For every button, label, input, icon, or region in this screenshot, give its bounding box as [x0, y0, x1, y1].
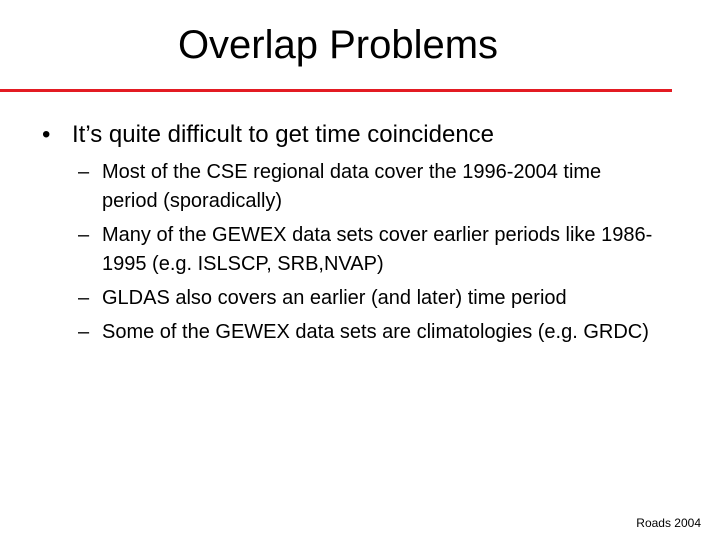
sub-bullet-text: GLDAS also covers an earlier (and later) time period — [102, 287, 567, 309]
sub-bullet-text: Most of the CSE regional data cover the 1996-2004 time period (sporadically) — [102, 161, 602, 212]
slide-title: Overlap Problems — [177, 23, 499, 67]
bullet-text: It’s quite difficult to get time coincidence — [72, 121, 495, 148]
sub-bullet-item — [78, 158, 668, 216]
footer-credit: Roads 2004 — [636, 516, 701, 530]
title-divider — [0, 89, 672, 92]
bullet-marker: • — [42, 121, 51, 148]
bullet-item — [42, 120, 494, 150]
sub-bullet-marker: – — [78, 161, 90, 183]
sub-bullet-text: Some of the GEWEX data sets are climatologies (e.g. GRDC) — [102, 321, 649, 343]
sub-bullet-text: Many of the GEWEX data sets cover earlier periods like 1986-1995 (e.g. ISLSCP, SRB,NVAP) — [102, 224, 653, 275]
sub-bullet-list — [78, 158, 668, 352]
sub-bullet-marker: – — [78, 224, 90, 246]
sub-bullet-item — [78, 318, 668, 347]
sub-bullet-marker: – — [78, 287, 90, 309]
sub-bullet-marker: – — [78, 321, 90, 343]
sub-bullet-item — [78, 221, 668, 279]
sub-bullet-item — [78, 284, 668, 313]
